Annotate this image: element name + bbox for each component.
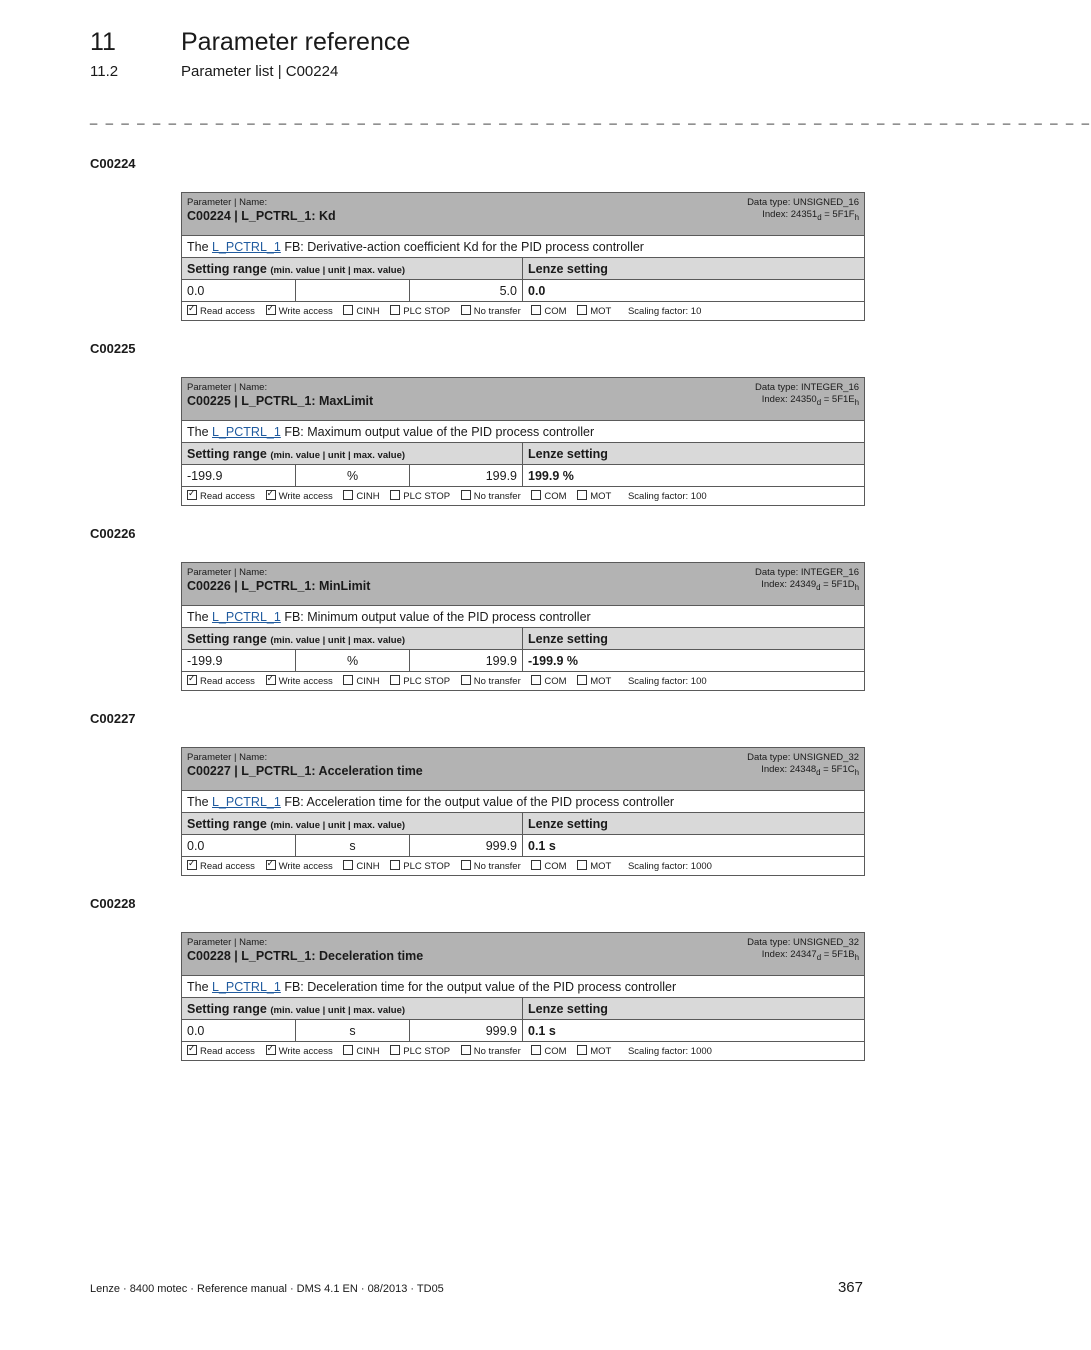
- desc-text: FB: Deceleration time for the output value of the PID process controller: [284, 979, 677, 994]
- max-value: 999.9: [410, 1020, 523, 1042]
- desc-text: FB: Maximum output value of the PID process controller: [284, 424, 595, 439]
- checkbox-checked-icon: [266, 1045, 276, 1055]
- checkbox-empty-icon: [577, 490, 587, 500]
- flag-write: Write access: [278, 676, 333, 687]
- checkbox-empty-icon: [343, 860, 353, 870]
- param-title: C00226 | L_PCTRL_1: MinLimit: [187, 579, 371, 593]
- flag-write: Write access: [278, 306, 333, 317]
- access-flags: [182, 487, 865, 506]
- data-type: Data type: INTEGER_16: [755, 382, 860, 393]
- param-name-label: Parameter | Name:: [187, 937, 268, 948]
- scaling-factor: Scaling factor: 1000: [627, 1046, 712, 1057]
- footer-text: Lenze · 8400 motec · Reference manual · DMS 4.1 EN · 08/2013 · TD05: [90, 1283, 444, 1295]
- flag-plcstop: PLC STOP: [403, 676, 451, 687]
- index-prefix: Index: 24349: [761, 579, 817, 590]
- lenze-value: 0.1 s: [523, 1020, 865, 1042]
- min-value: -199.9: [182, 465, 296, 487]
- unit: %: [296, 465, 410, 487]
- checkbox-empty-icon: [577, 860, 587, 870]
- setting-range-sub: (min. value | unit | max. value): [270, 264, 406, 276]
- checkbox-checked-icon: [187, 675, 197, 685]
- flag-plcstop: PLC STOP: [403, 861, 451, 872]
- flag-com: COM: [544, 1046, 567, 1057]
- flag-read: Read access: [200, 306, 255, 317]
- flag-read: Read access: [200, 1046, 255, 1057]
- checkbox-empty-icon: [343, 1045, 353, 1055]
- setting-range-sub: (min. value | unit | max. value): [270, 1004, 406, 1016]
- lenze-setting-header: Lenze setting: [523, 443, 865, 465]
- scaling-factor: Scaling factor: 10: [627, 306, 702, 317]
- parameter-table: [181, 192, 865, 321]
- min-value: 0.0: [182, 835, 296, 857]
- flag-plcstop: PLC STOP: [403, 306, 451, 317]
- checkbox-checked-icon: [266, 675, 276, 685]
- checkbox-checked-icon: [187, 490, 197, 500]
- checkbox-checked-icon: [266, 490, 276, 500]
- lenze-setting-header: Lenze setting: [523, 258, 865, 280]
- checkbox-empty-icon: [461, 675, 471, 685]
- flag-cinh: CINH: [356, 306, 380, 317]
- checkbox-empty-icon: [531, 675, 541, 685]
- lenze-value: 0.0: [523, 280, 865, 302]
- flag-plcstop: PLC STOP: [403, 491, 451, 502]
- flag-mot: MOT: [590, 676, 612, 687]
- checkbox-checked-icon: [187, 860, 197, 870]
- flag-com: COM: [544, 306, 567, 317]
- lenze-value: -199.9 %: [523, 650, 865, 672]
- min-value: -199.9: [182, 650, 296, 672]
- data-type: Data type: UNSIGNED_32: [747, 937, 860, 948]
- checkbox-empty-icon: [461, 490, 471, 500]
- index-suffix: = 5F1F: [821, 209, 855, 220]
- unit: s: [296, 1020, 410, 1042]
- description: [182, 976, 865, 998]
- table-header: Parameter | Name: C00227 | L_PCTRL_1: Acceleration time Data type: UNSIGNED_32 Index: $24348_d = 5F1C_h$: [182, 748, 865, 791]
- fb-link[interactable]: L_PCTRL_1: [212, 239, 281, 254]
- flag-mot: MOT: [590, 1046, 612, 1057]
- max-value: 199.9: [410, 650, 523, 672]
- setting-range-sub: (min. value | unit | max. value): [270, 634, 406, 646]
- lenze-setting-header: Lenze setting: [523, 998, 865, 1020]
- param-heading: C00226: [90, 526, 136, 541]
- flag-mot: MOT: [590, 491, 612, 502]
- checkbox-empty-icon: [531, 490, 541, 500]
- flag-write: Write access: [278, 1046, 333, 1057]
- setting-range-label: Setting range: [187, 816, 267, 831]
- setting-range-label: Setting range: [187, 631, 267, 646]
- scaling-factor: Scaling factor: 100: [627, 491, 707, 502]
- index-prefix: Index: 24350: [761, 394, 817, 405]
- parameter-table: [181, 747, 865, 876]
- setting-range-header: [182, 258, 523, 280]
- fb-link[interactable]: L_PCTRL_1: [212, 609, 281, 624]
- table-header: Parameter | Name: C00225 | L_PCTRL_1: MaxLimit Data type: INTEGER_16 Index: $24350_d = 5F1E_h$: [182, 378, 865, 421]
- scaling-factor: Scaling factor: 100: [627, 676, 707, 687]
- min-value: 0.0: [182, 1020, 296, 1042]
- desc-prefix: The: [187, 609, 209, 624]
- parameter-table: [181, 377, 865, 506]
- desc-prefix: The: [187, 979, 209, 994]
- param-name-label: Parameter | Name:: [187, 197, 268, 208]
- access-flags: [182, 857, 865, 876]
- flag-notransfer: No transfer: [473, 491, 521, 502]
- flag-write: Write access: [278, 491, 333, 502]
- flag-cinh: CINH: [356, 491, 380, 502]
- setting-range-sub: (min. value | unit | max. value): [270, 449, 406, 461]
- access-flags: [182, 302, 865, 321]
- flag-notransfer: No transfer: [473, 306, 521, 317]
- checkbox-empty-icon: [343, 675, 353, 685]
- desc-prefix: The: [187, 424, 209, 439]
- checkbox-empty-icon: [390, 1045, 400, 1055]
- parameter-table: [181, 932, 865, 1061]
- flag-plcstop: PLC STOP: [403, 1046, 451, 1057]
- section-title: Parameter list | C00224: [181, 63, 339, 80]
- chapter-title: Parameter reference: [181, 28, 411, 56]
- page-number: 367: [837, 1279, 863, 1296]
- max-value: 199.9: [410, 465, 523, 487]
- parameter-table: [181, 562, 865, 691]
- checkbox-checked-icon: [187, 1045, 197, 1055]
- param-heading: C00227: [90, 711, 136, 726]
- fb-link[interactable]: L_PCTRL_1: [212, 794, 281, 809]
- checkbox-empty-icon: [390, 490, 400, 500]
- description: [182, 606, 865, 628]
- data-type: Data type: UNSIGNED_16: [747, 197, 859, 208]
- setting-range-header: [182, 628, 523, 650]
- flag-read: Read access: [200, 861, 255, 872]
- param-title: C00224 | L_PCTRL_1: Kd: [187, 209, 336, 223]
- table-header: Parameter | Name: C00228 | L_PCTRL_1: Deceleration time Data type: UNSIGNED_32 Index: $24347_d = 5F1B_h$: [182, 933, 865, 976]
- checkbox-empty-icon: [343, 305, 353, 315]
- data-type: Data type: UNSIGNED_32: [747, 752, 860, 763]
- data-type: Data type: INTEGER_16: [754, 567, 859, 578]
- index-prefix: Index: 24347: [761, 949, 817, 960]
- param-title: C00225 | L_PCTRL_1: MaxLimit: [187, 394, 374, 408]
- param-name-label: Parameter | Name:: [187, 567, 268, 578]
- description: [182, 421, 865, 443]
- desc-prefix: The: [187, 239, 209, 254]
- index-prefix: Index: 24351: [762, 209, 818, 220]
- setting-range-header: [182, 813, 523, 835]
- fb-link[interactable]: L_PCTRL_1: [212, 979, 281, 994]
- setting-range-label: Setting range: [187, 1001, 267, 1016]
- table-header: Parameter | Name: C00226 | L_PCTRL_1: MinLimit Data type: INTEGER_16 Index: $24349_d = 5F1D_h$: [182, 563, 865, 606]
- flag-notransfer: No transfer: [473, 1046, 521, 1057]
- setting-range-label: Setting range: [187, 261, 267, 276]
- flag-com: COM: [544, 861, 567, 872]
- setting-range-header: [182, 998, 523, 1020]
- chapter-number: 11: [90, 28, 116, 56]
- setting-range-label: Setting range: [187, 446, 267, 461]
- min-value: 0.0: [182, 280, 296, 302]
- flag-notransfer: No transfer: [473, 676, 521, 687]
- desc-text: FB: Minimum output value of the PID process controller: [284, 609, 591, 624]
- param-name-label: Parameter | Name:: [187, 752, 268, 763]
- unit: [296, 280, 410, 302]
- index-suffix: = 5F1C: [820, 764, 855, 775]
- checkbox-empty-icon: [461, 305, 471, 315]
- checkbox-empty-icon: [461, 1045, 471, 1055]
- flag-read: Read access: [200, 491, 255, 502]
- flag-cinh: CINH: [356, 676, 380, 687]
- checkbox-empty-icon: [390, 860, 400, 870]
- param-title: C00228 | L_PCTRL_1: Deceleration time: [187, 949, 424, 963]
- checkbox-checked-icon: [266, 305, 276, 315]
- desc-text: FB: Derivative-action coefficient Kd for the PID process controller: [284, 239, 644, 254]
- checkbox-empty-icon: [531, 860, 541, 870]
- param-title: C00227 | L_PCTRL_1: Acceleration time: [187, 764, 423, 778]
- max-value: 5.0: [410, 280, 523, 302]
- flag-write: Write access: [278, 861, 333, 872]
- index-suffix: = 5F1E: [821, 394, 855, 405]
- flag-mot: MOT: [590, 306, 612, 317]
- desc-text: FB: Acceleration time for the output value of the PID process controller: [284, 794, 675, 809]
- description: [182, 236, 865, 258]
- param-heading: C00228: [90, 896, 136, 911]
- checkbox-empty-icon: [531, 1045, 541, 1055]
- flag-notransfer: No transfer: [473, 861, 521, 872]
- flag-mot: MOT: [590, 861, 612, 872]
- access-flags: [182, 672, 865, 691]
- section-number: 11.2: [90, 63, 119, 80]
- fb-link[interactable]: L_PCTRL_1: [212, 424, 281, 439]
- unit: %: [296, 650, 410, 672]
- checkbox-checked-icon: [187, 305, 197, 315]
- flag-com: COM: [544, 676, 567, 687]
- index-prefix: Index: 24348: [761, 764, 817, 775]
- max-value: 999.9: [410, 835, 523, 857]
- checkbox-empty-icon: [461, 860, 471, 870]
- checkbox-empty-icon: [390, 305, 400, 315]
- index-suffix: = 5F1D: [820, 579, 855, 590]
- table-header: Parameter | Name: C00224 | L_PCTRL_1: Kd Data type: UNSIGNED_16 Index: $24351_d = 5F1F_h$: [182, 193, 865, 236]
- param-name-label: Parameter | Name:: [187, 382, 268, 393]
- setting-range-header: [182, 443, 523, 465]
- unit: s: [296, 835, 410, 857]
- lenze-setting-header: Lenze setting: [523, 813, 865, 835]
- param-heading: C00225: [90, 341, 136, 356]
- checkbox-empty-icon: [577, 1045, 587, 1055]
- flag-cinh: CINH: [356, 1046, 380, 1057]
- setting-range-sub: (min. value | unit | max. value): [270, 819, 406, 831]
- flag-cinh: CINH: [356, 861, 380, 872]
- index-suffix: = 5F1B: [821, 949, 855, 960]
- checkbox-empty-icon: [390, 675, 400, 685]
- checkbox-checked-icon: [266, 860, 276, 870]
- description: [182, 791, 865, 813]
- access-flags: [182, 1042, 865, 1061]
- checkbox-empty-icon: [577, 675, 587, 685]
- scaling-factor: Scaling factor: 1000: [627, 861, 712, 872]
- lenze-value: 0.1 s: [523, 835, 865, 857]
- checkbox-empty-icon: [531, 305, 541, 315]
- checkbox-empty-icon: [343, 490, 353, 500]
- param-heading: C00224: [90, 156, 136, 171]
- flag-read: Read access: [200, 676, 255, 687]
- flag-com: COM: [544, 491, 567, 502]
- lenze-setting-header: Lenze setting: [523, 628, 865, 650]
- desc-prefix: The: [187, 794, 209, 809]
- lenze-value: 199.9 %: [523, 465, 865, 487]
- header-rule: _ _ _ _ _ _ _ _ _ _ _ _ _ _ _ _ _ _ _ _ _ _ _ _ _ _ _ _ _ _ _ _ _ _ _ _ _ _ _ _ _ _ _ _ _ _ _ _ _ _ _ _ _ _ _ _ _ _ _ _ _ _ _ _: [90, 110, 1091, 125]
- checkbox-empty-icon: [577, 305, 587, 315]
